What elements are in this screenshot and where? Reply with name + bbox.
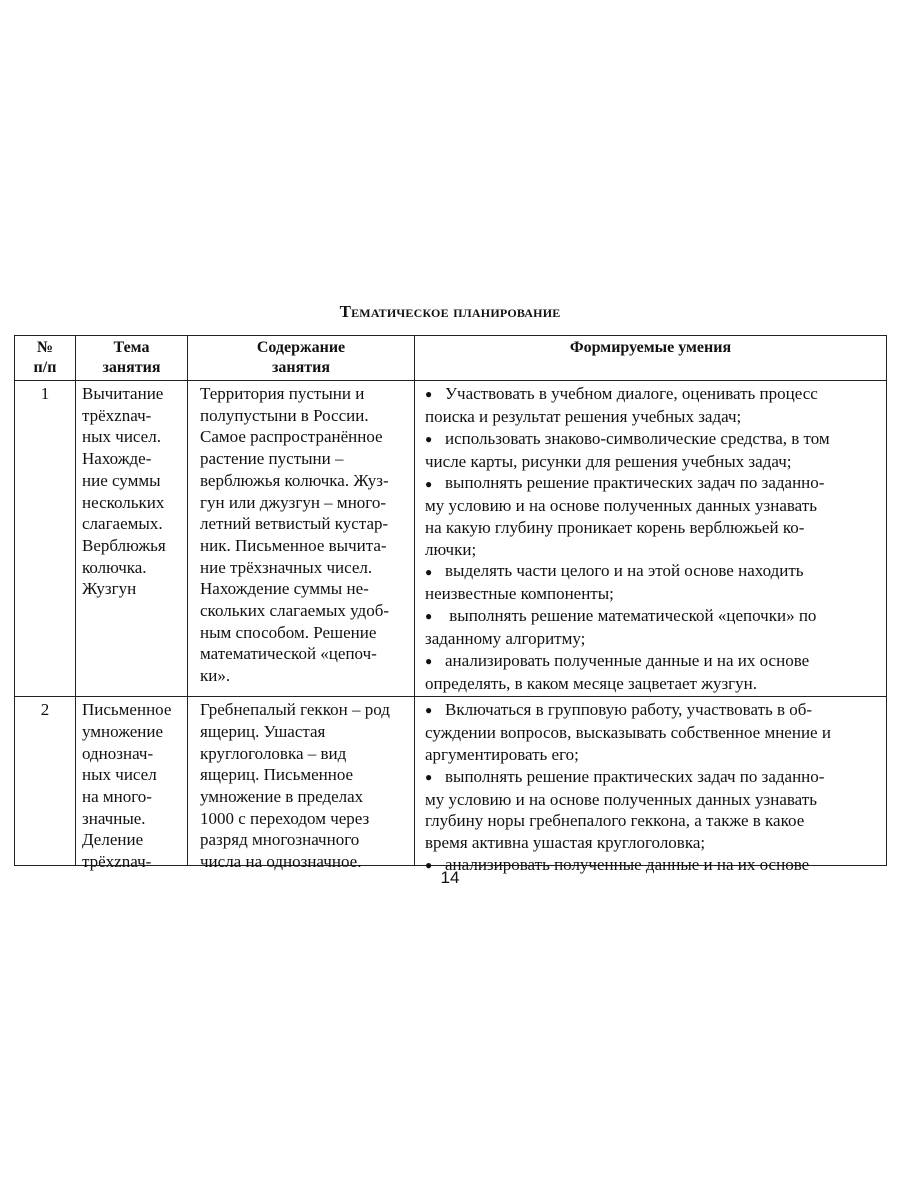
header-topic-line: Тема xyxy=(113,339,150,356)
skill-line xyxy=(425,650,880,673)
content-line: полупустыни в России. xyxy=(200,405,369,425)
row-number: 2 xyxy=(15,697,76,866)
skill-line xyxy=(425,428,880,451)
topic-line: Жузгун xyxy=(82,579,137,599)
bullet-icon: ● xyxy=(425,431,433,446)
skill-line xyxy=(425,673,880,695)
content-line: Гребнепалый геккон – род xyxy=(200,700,390,720)
skill-line xyxy=(425,744,880,766)
table-row xyxy=(15,381,887,697)
skill-line xyxy=(425,766,880,789)
skills-cell xyxy=(415,381,887,697)
topic-line: однознач- xyxy=(82,743,154,763)
page-number: 14 xyxy=(440,868,460,887)
skill-line xyxy=(425,451,880,473)
skill-text: анализировать полученные данные и на их основе xyxy=(445,854,810,874)
skill-text: время активна ушастая круглоголовка; xyxy=(425,832,706,852)
content-line: Территория пустыни и xyxy=(200,384,365,403)
content-line: растение пустыни – xyxy=(200,449,344,469)
content-line: ным способом. Решение xyxy=(200,622,377,642)
content-line: круглоголовка – вид xyxy=(200,743,347,763)
skill-text: использовать знаково-символические средства, в том xyxy=(445,428,830,448)
skill-line xyxy=(425,722,880,744)
content-line: 1000 с переходом через xyxy=(200,808,370,828)
topic-line: ных чисел xyxy=(82,765,157,785)
skill-line xyxy=(425,560,880,583)
skill-text: выполнять решение математической «цепочки» по xyxy=(445,605,817,625)
skill-text: глубину норы гребнепалого геккона, а также в какое xyxy=(425,811,805,831)
skill-text: суждении вопросов, высказывать собственное мнение и xyxy=(425,723,831,743)
content-line: умножение в пределах xyxy=(200,787,364,807)
skill-line xyxy=(425,789,880,811)
topic-line: ных чисел. xyxy=(82,427,161,447)
header-content-line: занятия xyxy=(271,359,331,376)
skill-text: му условию и на основе полученных данных узнавать xyxy=(425,789,817,809)
content-line: Самое распространённое xyxy=(200,427,383,447)
content-line: числа на однозначное. xyxy=(200,852,362,872)
topic-line: Нахожде- xyxy=(82,449,152,469)
content-cell xyxy=(188,381,415,697)
header-skills-line: Формируемые умения xyxy=(569,339,732,356)
bullet-icon: ● xyxy=(425,857,433,872)
content-cell xyxy=(188,697,415,872)
skill-line xyxy=(425,406,880,428)
bullet-icon: ● xyxy=(425,703,433,718)
skill-line xyxy=(425,517,880,539)
skill-text: выполнять решение практических задач по заданно- xyxy=(445,473,825,493)
topic-text xyxy=(82,699,185,872)
content-line: математической «цепоч- xyxy=(200,644,377,664)
skill-line xyxy=(425,810,880,832)
planning-table xyxy=(14,335,887,874)
content-line: Нахождение суммы не- xyxy=(200,579,369,599)
topic-line: на много- xyxy=(82,787,152,807)
bullet-icon: ● xyxy=(425,564,433,579)
header-num-line: № xyxy=(36,339,54,356)
skill-text: заданному алгоритму; xyxy=(425,628,586,648)
page-title: Тематическое планирование xyxy=(339,302,561,321)
table-header-row xyxy=(15,336,887,381)
skill-text: анализировать полученные данные и на их основе xyxy=(445,650,810,670)
skill-text: неизвестные компоненты; xyxy=(425,584,614,604)
skills-list xyxy=(425,699,880,874)
topic-cell xyxy=(76,697,188,872)
topic-line: Вычитание xyxy=(82,384,164,403)
content-text xyxy=(200,699,410,872)
skill-line xyxy=(425,495,880,517)
skills-cell xyxy=(415,697,887,874)
topic-line: ние суммы xyxy=(82,470,161,490)
skill-text: числе карты, рисунки для решения учебных задач; xyxy=(425,451,792,471)
topic-line: умножение xyxy=(82,721,164,741)
skill-text: Участвовать в учебном диалоге, оценивать процесс xyxy=(445,384,818,403)
table-row xyxy=(15,697,887,866)
skill-text: Включаться в групповую работу, участвовать в об- xyxy=(445,700,813,720)
bullet-icon: ● xyxy=(425,769,433,784)
row-number: 1 xyxy=(15,381,76,697)
topic-line: Письменное xyxy=(82,700,172,720)
skill-line xyxy=(425,383,880,406)
topic-line: Верблюжья xyxy=(82,535,166,555)
skill-line xyxy=(425,699,880,722)
topic-line: трёхznач- xyxy=(82,852,152,872)
header-content xyxy=(188,336,415,381)
content-line: ящериц. Письменное xyxy=(200,765,354,785)
skill-text: на какую глубину проникает корень верблюжьей ко- xyxy=(425,517,805,537)
header-skills xyxy=(415,336,887,381)
topic-line: значные. xyxy=(82,808,146,828)
topic-cell xyxy=(76,381,188,697)
content-line: ние трёхзначных чисел. xyxy=(200,557,373,577)
content-line: скольких слагаемых удоб- xyxy=(200,601,390,621)
content-line: ник. Письменное вычита- xyxy=(200,535,387,555)
topic-line: трёхznач- xyxy=(82,405,152,425)
skill-line xyxy=(425,539,880,561)
header-num-line: п/п xyxy=(33,359,57,376)
header-topic xyxy=(76,336,188,381)
header-num xyxy=(15,336,76,381)
content-line: ки». xyxy=(200,666,231,686)
skill-text: выполнять решение практических задач по заданно- xyxy=(445,766,825,786)
skill-line xyxy=(425,583,880,605)
skill-line xyxy=(425,832,880,854)
content-line: разряд многозначного xyxy=(200,830,360,850)
skill-text: лючки; xyxy=(425,539,477,559)
topic-line: Деление xyxy=(82,830,144,850)
topic-line: слагаемых. xyxy=(82,514,163,534)
skill-text: му условию и на основе полученных данных узнавать xyxy=(425,496,817,516)
skill-line xyxy=(425,628,880,650)
topic-text xyxy=(82,383,185,600)
skill-text: определять, в каком месяце зацветает жузгун. xyxy=(425,673,758,693)
topic-line: колючка. xyxy=(82,557,147,577)
content-line: летний ветвистый кустар- xyxy=(200,514,389,534)
skill-text: выделять части целого и на этой основе находить xyxy=(445,561,804,581)
skill-line xyxy=(425,472,880,495)
skill-line xyxy=(425,605,880,628)
skills-list xyxy=(425,383,880,694)
content-line: ящериц. Ушастая xyxy=(200,721,326,741)
topic-line: нескольких xyxy=(82,492,165,512)
content-text xyxy=(200,383,410,687)
content-line: верблюжья колючка. Жуз- xyxy=(200,470,389,490)
bullet-icon: ● xyxy=(425,653,433,668)
bullet-icon: ● xyxy=(425,609,433,624)
bullet-icon: ● xyxy=(425,387,433,402)
content-line: гун или джузгун – много- xyxy=(200,492,386,512)
header-content-line: Содержание xyxy=(256,339,346,356)
header-topic-line: занятия xyxy=(102,359,161,376)
bullet-icon: ● xyxy=(425,476,433,491)
skill-text: аргументировать его; xyxy=(425,744,579,764)
skill-text: поиска и результат решения учебных задач; xyxy=(425,406,742,426)
